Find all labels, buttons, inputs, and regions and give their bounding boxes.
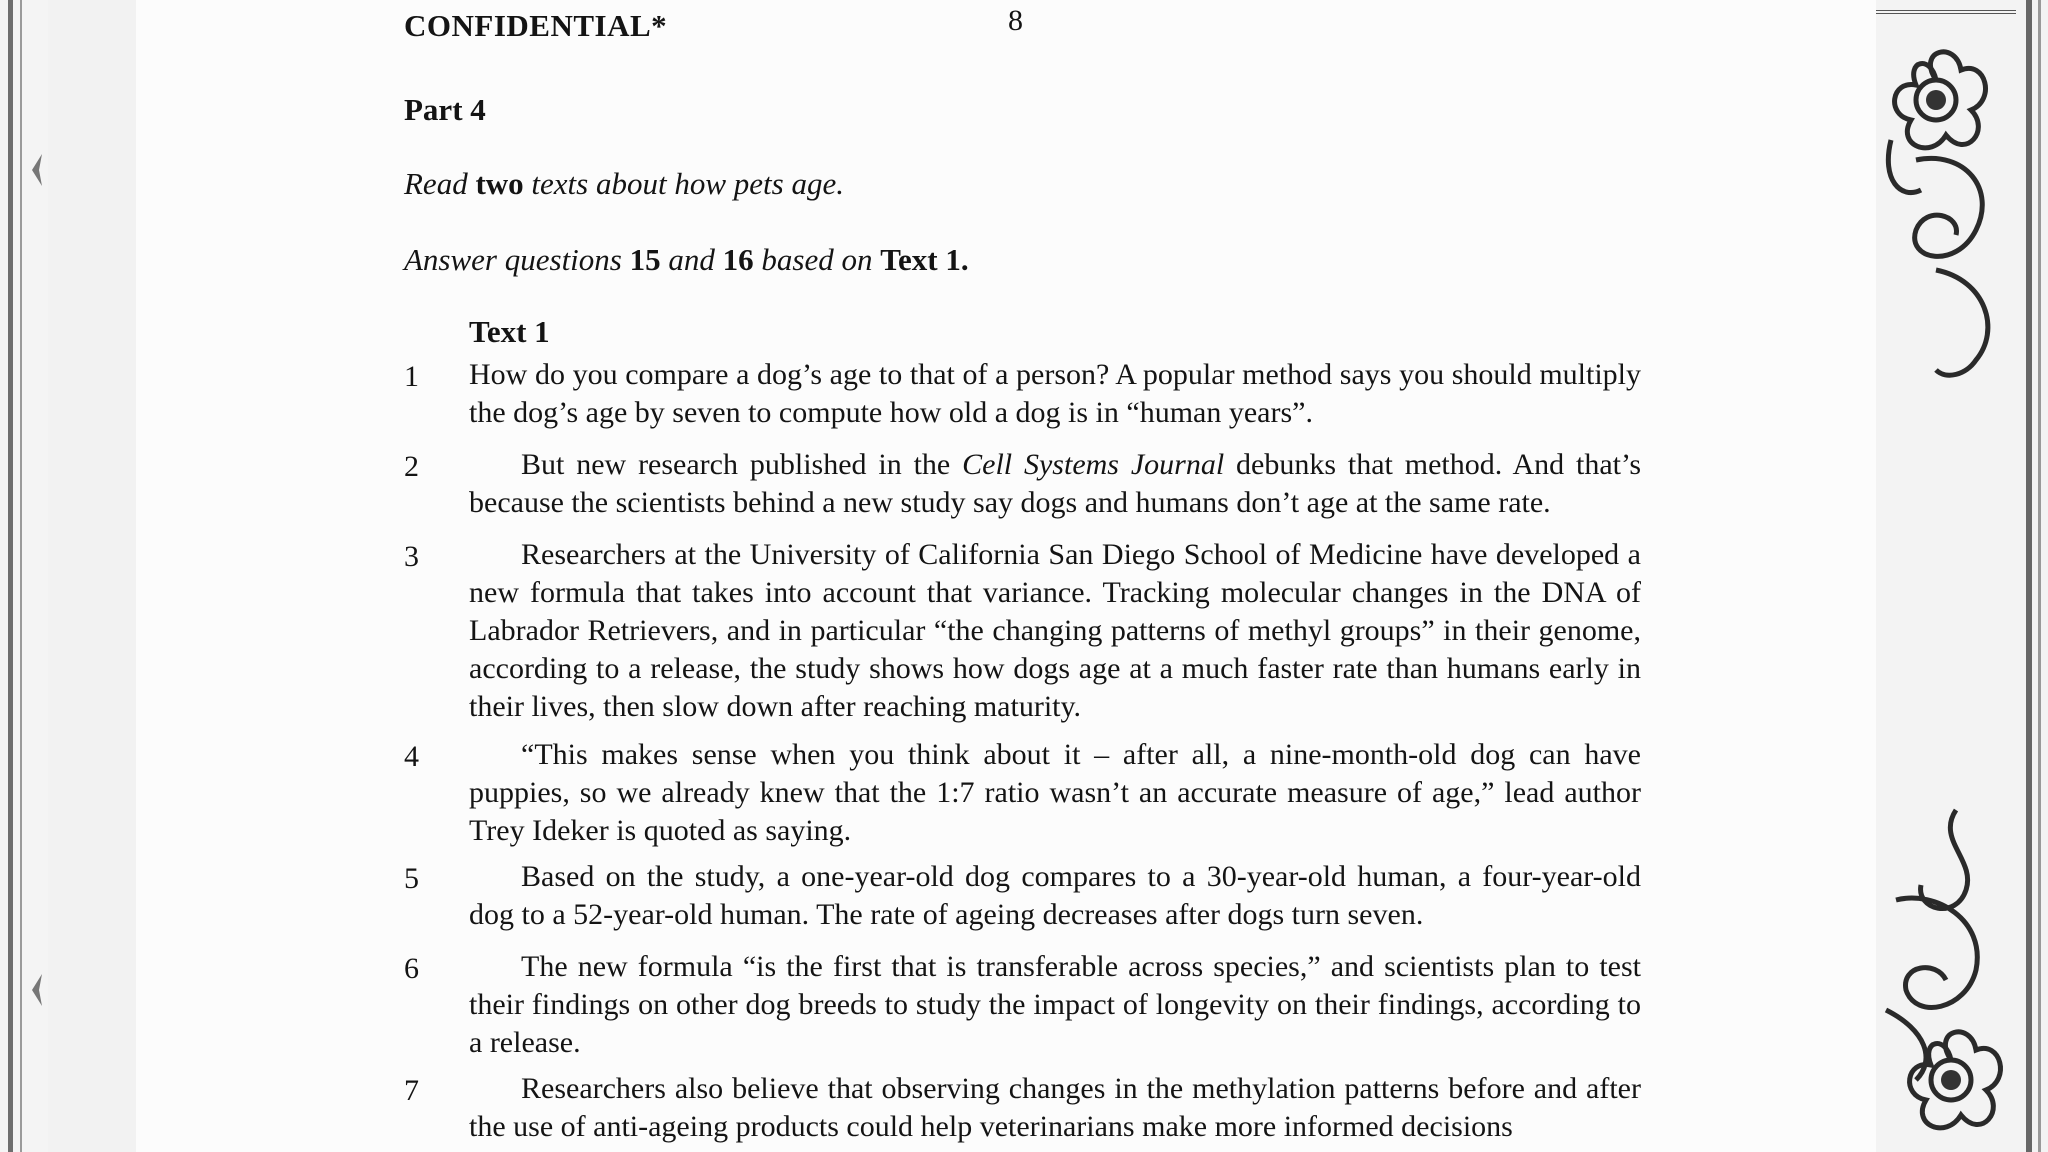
journal-title: Cell Systems Journal (962, 448, 1225, 481)
instruction-answer (404, 242, 969, 278)
instruction-period: . (960, 242, 969, 277)
paragraph-text: debunks that method. And that’s because the scientists behind a new study say dogs and humans don’t age at the same rate. (469, 448, 1641, 519)
paragraph-number: 6 (404, 952, 419, 985)
paragraph-text: Researchers at the University of California San Diego School of Medicine have developed a new formula that takes into account that variance. Tracking molecular changes in the DNA of Labrador Retrievers, and in particular “the changing patterns of methyl groups” in their genome, according to a release, the study shows how dogs age at a much faster rate than humans early in their lives, then slow down after reaching maturity. (469, 538, 1641, 723)
instruction-text: Read (404, 166, 468, 201)
paragraph-number: 1 (404, 360, 419, 393)
paragraph-text: Based on the study, a one-year-old dog compares to a 30-year-old human, a four-year-old dog to a 52-year-old human. The rate of ageing decreases after dogs turn seven. (469, 860, 1641, 931)
text-heading: Text 1 (469, 314, 550, 349)
border-rule (1876, 0, 2016, 14)
paragraph-text: Researchers also believe that observing changes in the methylation patterns before and after the use of anti-ageing products could help veterinarians make more informed decisions (469, 1072, 1641, 1143)
left-decorative-border (0, 0, 49, 1152)
paragraph (469, 1070, 1641, 1146)
paragraph (469, 858, 1641, 934)
question-number: 15 (629, 242, 661, 277)
paragraph-number: 3 (404, 540, 419, 573)
paragraph (469, 356, 1641, 432)
border-ornament-icon (30, 970, 44, 1010)
paragraph-text: But new research published in the (521, 448, 963, 481)
instruction-read (404, 166, 844, 202)
paragraph-number: 7 (404, 1074, 419, 1107)
paragraph-number: 5 (404, 862, 419, 895)
right-decorative-border (1876, 0, 2048, 1152)
instruction-emphasis: two (475, 166, 524, 201)
paragraph-text: The new formula “is the first that is transferable across species,” and scientists plan to test their findings on other dog breeds to study the impact of longevity on their findings, according to a release. (469, 950, 1641, 1059)
part-title: Part 4 (404, 92, 486, 127)
paragraph (469, 948, 1641, 1062)
border-rule (20, 0, 22, 1152)
instruction-text: texts about how pets age. (531, 166, 844, 201)
page-number: 8 (1008, 4, 1023, 37)
page-margin (48, 0, 136, 1152)
paragraph-number: 2 (404, 450, 419, 483)
paragraph-text: How do you compare a dog’s age to that of a person? A popular method says you should multiply the dog’s age by seven to compute how old a dog is in “human years”. (469, 358, 1641, 429)
paragraph (469, 446, 1641, 522)
paragraph (469, 736, 1641, 850)
border-ornament-icon (30, 150, 44, 190)
text-reference: Text 1 (880, 242, 961, 277)
floral-ornament-icon (1876, 800, 2016, 1152)
instruction-text: Answer questions (404, 242, 622, 277)
paragraph-number: 4 (404, 740, 419, 773)
border-rule (2026, 0, 2032, 1152)
instruction-text: and (668, 242, 715, 277)
border-rule (2038, 0, 2041, 1152)
instruction-text: based on (761, 242, 873, 277)
paragraph-text: “This makes sense when you think about it – after all, a nine-month-old dog can have puppies, so we already knew that the 1:7 ratio wasn’t an accurate measure of age,” lead author Trey Ideker is quoted as saying. (469, 738, 1641, 847)
border-rule (8, 0, 13, 1152)
paragraph (469, 536, 1641, 726)
confidential-label: CONFIDENTIAL* (404, 8, 668, 43)
floral-ornament-icon (1876, 30, 2016, 390)
question-number: 16 (722, 242, 754, 277)
